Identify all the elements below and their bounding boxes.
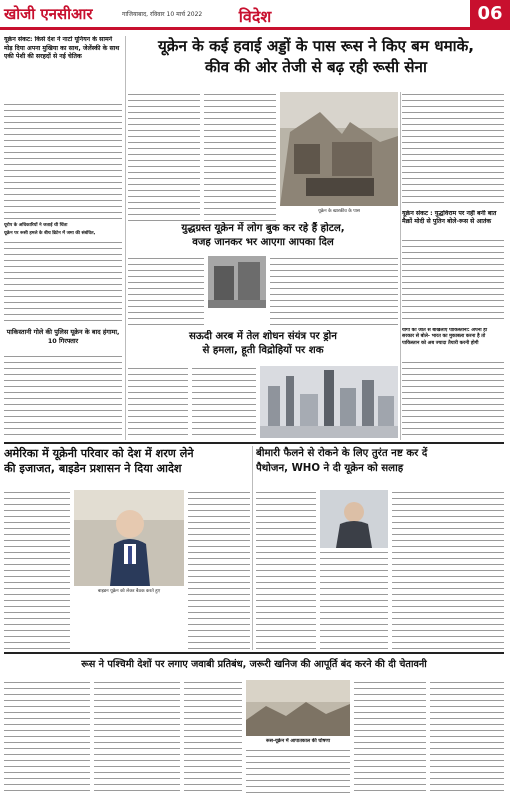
saudi-headline-line2: से हमला, हूती विद्रोहियों पर शक: [202, 345, 324, 356]
left-story-subhead2: यूक्रेन पर रूसी हमले के बीच ब्रिटेन में जमा की संबंधित,: [4, 231, 96, 236]
hotel-photo: [208, 256, 266, 308]
pak-headline-line1: योगी की जीत से बौखलाए पाकिस्तानी: अपनी ही: [402, 328, 488, 333]
right-top-headline-block: [402, 210, 504, 236]
bottom-divider: [4, 652, 504, 654]
bottom-photo: [246, 680, 350, 736]
lead-body-col2: [204, 92, 276, 222]
left-story-headline: यूक्रेन संकट: किसे देश ने नाटो यूनियन के सामने मोड़ दिया अपना मुखिया का साथ, जेलेंस्की के साथ एकी पेशी की सरहदों से नई चेतिक: [4, 36, 120, 60]
us-headline-line1: अमेरिका में यूक्रेनी परिवार को देश में शरण लेने: [4, 447, 194, 460]
section-divider: [4, 442, 504, 444]
bottom-headline-block: [4, 656, 504, 676]
bottom-body-col4: [246, 748, 350, 796]
lead-headline-line1: यूक्रेन के कई हवाई अड्डों के पास रूस ने किए बम धमाके,: [157, 37, 475, 55]
pak-headline-block: [402, 328, 504, 358]
lead-photo-caption: यूक्रेन के खारकीव के पास: [318, 209, 360, 214]
malaysia-body: [4, 354, 122, 440]
bottom-body-col5: [354, 680, 426, 796]
bottom-subhead: रूस-यूक्रेन में आपातकाल की घोषणा: [266, 739, 330, 744]
saudi-headline-line1: सऊदी अरब में तेल शोधन संयंत्र पर ड्रोन: [189, 331, 337, 342]
left-story-body: [4, 102, 122, 222]
who-photo: [320, 490, 388, 548]
lead-headline-block: [128, 36, 504, 90]
column-divider: [252, 446, 253, 650]
pak-headline-line3: पाकिस्तान को अब ज्यादा तैयारी करनी होगी: [402, 340, 479, 346]
who-body-col2: [320, 550, 388, 650]
right-top-headline: यूक्रेन संकट : युद्धविराम पर नहीं बनी बात मैक्रों मोदी से पुतिन बोले-रूस से आतंक: [402, 210, 497, 225]
hotel-body-col1: [128, 256, 204, 328]
bottom-body-col2: [94, 680, 180, 796]
us-body-col2: [188, 490, 250, 650]
saudi-photo: [260, 366, 398, 438]
malaysia-headline: पाकिस्तानी गोले की पुलिस यूक्रेन के बाद हंगामा, 10 गिरफ्तार: [6, 328, 120, 345]
left-story-subhead: यूरोप के अधिकारियों ने जताई थी चिंता: [4, 223, 68, 228]
saudi-headline-block: [128, 330, 398, 364]
lead-photo: [280, 92, 398, 206]
hotel-headline-line1: युद्धग्रस्त यूक्रेन में लोग बुक कर रहे हैं होटल,: [181, 223, 345, 234]
us-photo: [74, 490, 184, 586]
left-story-headline-block: [4, 36, 122, 102]
lead-body-col1: [128, 92, 200, 222]
hotel-body-col2: [270, 256, 398, 328]
saudi-body-col1: [128, 366, 188, 438]
bottom-body-col6: [430, 680, 504, 796]
right-top-body: [402, 238, 504, 324]
who-body-col1: [256, 490, 316, 650]
column-divider: [400, 92, 401, 440]
pak-headline-line2: सरकार से बोले- भारत का मुकाबला करना है तो: [402, 334, 486, 340]
page-number: 06: [470, 0, 510, 27]
us-headline-line2: की इजाजत, बाइडेन प्रशासन ने दिया आदेश: [4, 462, 182, 475]
who-headline-line1: बीमारी फैलने से रोकने के लिए तुरंत नष्ट कर दें: [256, 448, 428, 459]
newspaper-logo: खोजी एनसीआर: [4, 5, 93, 23]
lead-body-col3: [402, 92, 504, 208]
us-body-col1: [4, 490, 70, 650]
bottom-body-col1: [4, 680, 90, 796]
malaysia-headline-block: [4, 328, 122, 352]
who-headline-line2: पैथोजन, WHO ने दी यूक्रेन को सलाह: [256, 463, 404, 474]
us-headline-block: [4, 446, 250, 488]
saudi-body-col2: [192, 366, 256, 438]
masthead: [0, 0, 510, 30]
left-story-body2: [4, 240, 122, 322]
us-photo-caption: बाइडन यूक्रेन को लेकर बैठक करते हुए: [97, 589, 161, 594]
hotel-headline-block: [128, 222, 398, 254]
pak-body: [402, 360, 504, 440]
bottom-headline: रूस ने पश्चिमी देशों पर लगाए जवाबी प्रतिबंध, जरूरी खनिज की आपूर्ति बंद करने की दी चेतावनी: [81, 659, 427, 670]
column-divider: [125, 36, 126, 440]
issue-date: गाजियाबाद, रविवार 10 मार्च 2022: [122, 11, 203, 18]
hotel-headline-line2: वजह जानकर भर आएगा आपका दिल: [192, 237, 334, 248]
who-body-col3: [392, 490, 504, 650]
section-title: विदेश: [238, 7, 272, 26]
lead-headline-line2: कीव की ओर तेजी से बढ़ रही रूसी सेना: [205, 58, 427, 76]
bottom-body-col3: [184, 680, 242, 796]
who-headline-block: [256, 446, 504, 488]
